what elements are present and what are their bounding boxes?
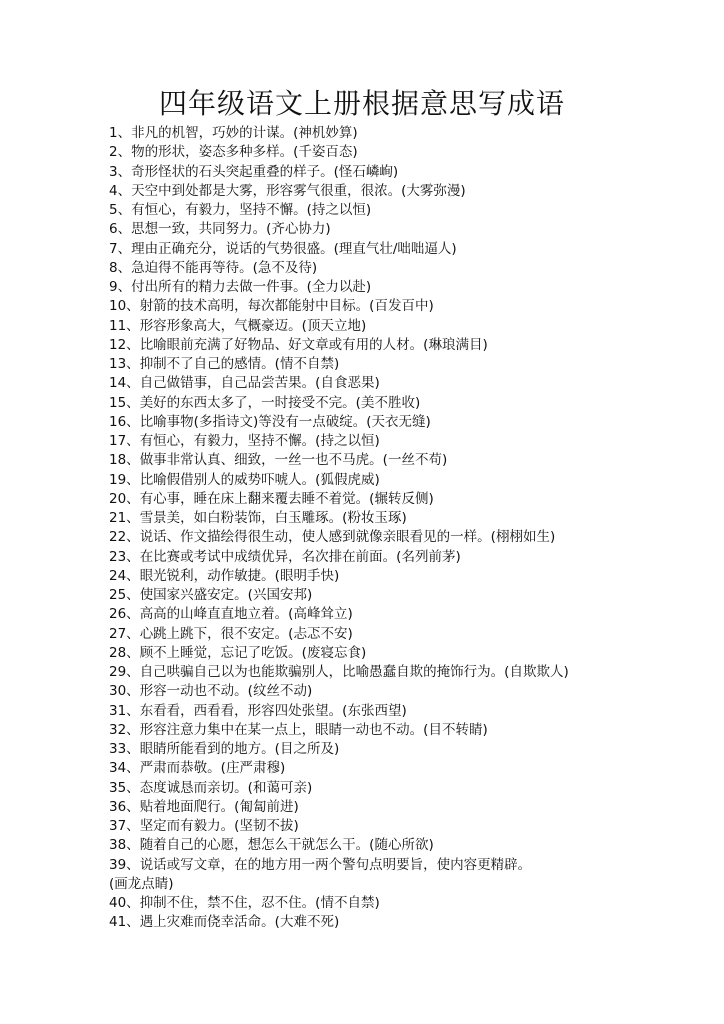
item-text: 抑制不了自己的感情。(情不自禁) [139, 356, 340, 372]
item-number: 25、 [109, 587, 140, 603]
item-number: 2、 [109, 144, 132, 161]
item-text: 遇上灾难而侥幸活命。(大难不死) [139, 914, 340, 931]
list-item [109, 201, 709, 220]
list-item [109, 528, 709, 547]
item-number: 15、 [109, 394, 140, 411]
list-item [109, 163, 709, 182]
item-text: 贴着地面爬行。(匍匐前进) [139, 798, 299, 815]
item-text: 急迫得不能再等待。(急不及待) [131, 259, 318, 276]
item-text: 东看看，西看看，形容四处张望。(东张西望) [139, 702, 407, 719]
list-item [109, 336, 709, 355]
item-text: 说话或写文章，在的地方用一两个警句点明要旨，使内容更精辟。 [139, 856, 532, 873]
list-item [109, 220, 709, 239]
list-item [109, 644, 709, 663]
item-number: 12、 [109, 336, 140, 353]
item-text: 思想一致，共同努力。(齐心协力) [131, 221, 331, 238]
item-number: 27、 [109, 625, 140, 642]
list-item [109, 432, 709, 451]
item-number: 9、 [109, 279, 132, 295]
item-number: 20、 [109, 490, 140, 507]
item-number: 37、 [109, 818, 140, 834]
item-text: 使国家兴盛安定。(兴国安邦) [139, 587, 313, 603]
item-text: 美好的东西太多了，一时接受不完。(美不胜收) [139, 394, 421, 411]
item-number: 21、 [109, 510, 140, 526]
item-number: 34、 [109, 760, 140, 777]
item-number: 29、 [109, 664, 140, 680]
list-item [109, 259, 709, 278]
list-item [109, 374, 709, 393]
item-text: 做事非常认真、细致，一丝一也不马虎。(一丝不苟) [139, 452, 448, 469]
list-item [109, 124, 709, 143]
list-item [109, 182, 709, 201]
item-number: 3、 [109, 163, 132, 180]
list-item [109, 605, 709, 624]
list-item [109, 856, 709, 895]
item-number: 14、 [109, 375, 140, 392]
item-number: 39、 [109, 856, 140, 873]
list-item [109, 779, 709, 798]
item-text: 抑制不住，禁不住，忍不住。(情不自禁) [139, 895, 380, 911]
list-item [109, 471, 709, 490]
item-number: 28、 [109, 644, 140, 661]
item-text: 非凡的机智，巧妙的计谋。(神机妙算) [131, 125, 358, 141]
item-number: 5、 [109, 202, 132, 218]
list-item [109, 355, 709, 374]
item-number: 32、 [109, 721, 140, 738]
item-number: 23、 [109, 548, 140, 565]
item-number: 6、 [109, 221, 132, 238]
list-item [109, 913, 709, 932]
item-text: 天空中到处都是大雾，形容雾气很重，很浓。(大雾弥漫) [131, 182, 466, 199]
item-number: 33、 [109, 741, 140, 757]
item-text: 雪景美，如白粉装饰，白玉雕琢。(粉妆玉琢) [139, 510, 407, 526]
list-item [109, 297, 709, 316]
item-text: 有恒心，有毅力，坚持不懈。(持之以恒) [131, 202, 372, 218]
item-text: 比喻事物(多指诗文)等没有一点破绽。(天衣无缝) [139, 413, 431, 430]
list-item [109, 721, 709, 740]
item-number: 24、 [109, 567, 140, 584]
item-text: 形容注意力集中在某一点上，眼睛一动也不动。(目不转睛) [139, 721, 488, 738]
item-text: 说话、作文描绘得很生动，使人感到就像亲眼看见的一样。(栩栩如生) [139, 529, 556, 546]
item-text: 顾不上睡觉，忘记了吃饭。(废寝忘食) [139, 644, 367, 661]
list-item [109, 143, 709, 162]
list-item [109, 567, 709, 586]
item-number: 1、 [109, 125, 132, 141]
item-text: 射箭的技术高明，每次都能射中目标。(百发百中) [139, 298, 434, 315]
page-title: 四年级语文上册根据意思写成语 [158, 87, 565, 120]
item-text: 自己做错事，自己品尝苦果。(自食恶果) [139, 375, 380, 392]
item-text: 高高的山峰直直地立着。(高峰耸立) [139, 606, 353, 623]
item-number: 7、 [109, 240, 132, 257]
list-item [109, 798, 709, 817]
item-number: 35、 [109, 779, 140, 796]
item-text: 有恒心，有毅力，坚持不懈。(持之以恒) [139, 433, 380, 449]
item-text: 物的形状，姿态多种多样。(千姿百态) [131, 144, 358, 161]
list-item [109, 413, 709, 432]
item-text: 在比赛或考试中成绩优异，名次排在前面。(名列前茅) [139, 548, 461, 565]
item-number: 17、 [109, 433, 140, 449]
item-text: 严肃而恭敬。(庄严肃穆) [139, 760, 286, 777]
item-text: 比喻假借别人的威势吓唬人。(狐假虎威) [139, 471, 380, 488]
list-item [109, 586, 709, 605]
list-item [109, 702, 709, 721]
item-number: 19、 [109, 471, 140, 488]
item-number: 18、 [109, 452, 140, 469]
list-item [109, 509, 709, 528]
list-item [109, 490, 709, 509]
item-number: 13、 [109, 356, 140, 372]
list-item [109, 682, 709, 701]
item-text: 理由正确充分，说话的气势很盛。(理直气壮/咄咄逼人) [131, 240, 457, 257]
item-number: 4、 [109, 182, 132, 199]
list-item [109, 836, 709, 855]
list-item [109, 759, 709, 778]
item-text: 有心事，睡在床上翻来覆去睡不着觉。(辗转反侧) [139, 490, 434, 507]
item-number: 41、 [109, 914, 140, 931]
idiom-list [109, 124, 709, 933]
item-text: 眼睛所能看到的地方。(目之所及) [139, 741, 340, 757]
item-number: 38、 [109, 837, 140, 854]
item-number: 31、 [109, 702, 140, 719]
list-item [109, 625, 709, 644]
item-text: 心跳上跳下，很不安定。(忐忑不安) [139, 625, 353, 642]
item-number: 11、 [109, 317, 140, 334]
item-text: 态度诚恳而亲切。(和蔼可亲) [139, 779, 313, 796]
item-text: 形容形象高大，气概豪迈。(顶天立地) [139, 317, 367, 334]
item-text: 坚定而有毅力。(坚韧不拔) [139, 818, 299, 834]
item-number: 36、 [109, 798, 140, 815]
item-text: 奇形怪状的石头突起重叠的样子。(怪石嶙峋) [131, 163, 399, 180]
item-text: 付出所有的精力去做一件事。(全力以赴) [131, 279, 372, 295]
item-text: 比喻眼前充满了好物品、好文章或有用的人材。(琳琅满目) [139, 336, 488, 353]
item-text-continuation: (画龙点睛) [109, 875, 174, 892]
item-number: 22、 [109, 529, 140, 546]
item-number: 26、 [109, 606, 140, 623]
list-item [109, 740, 709, 759]
list-item [109, 451, 709, 470]
item-number: 40、 [109, 895, 140, 911]
list-item [109, 317, 709, 336]
item-text: 自己哄骗自己以为也能欺骗别人，比喻愚蠢自欺的掩饰行为。(自欺欺人) [139, 664, 569, 680]
list-item [109, 240, 709, 259]
list-item [109, 894, 709, 913]
list-item [109, 663, 709, 682]
item-number: 16、 [109, 413, 140, 430]
list-item [109, 548, 709, 567]
item-number: 8、 [109, 259, 132, 276]
list-item [109, 278, 709, 297]
item-number: 10、 [109, 298, 140, 315]
list-item [109, 394, 709, 413]
list-item [109, 817, 709, 836]
item-text: 形容一动也不动。(纹丝不动) [139, 683, 313, 700]
item-number: 30、 [109, 683, 140, 700]
item-text: 眼光锐利，动作敏捷。(眼明手快) [139, 567, 340, 584]
item-text: 随着自己的心愿，想怎么干就怎么干。(随心所欲) [139, 837, 434, 854]
